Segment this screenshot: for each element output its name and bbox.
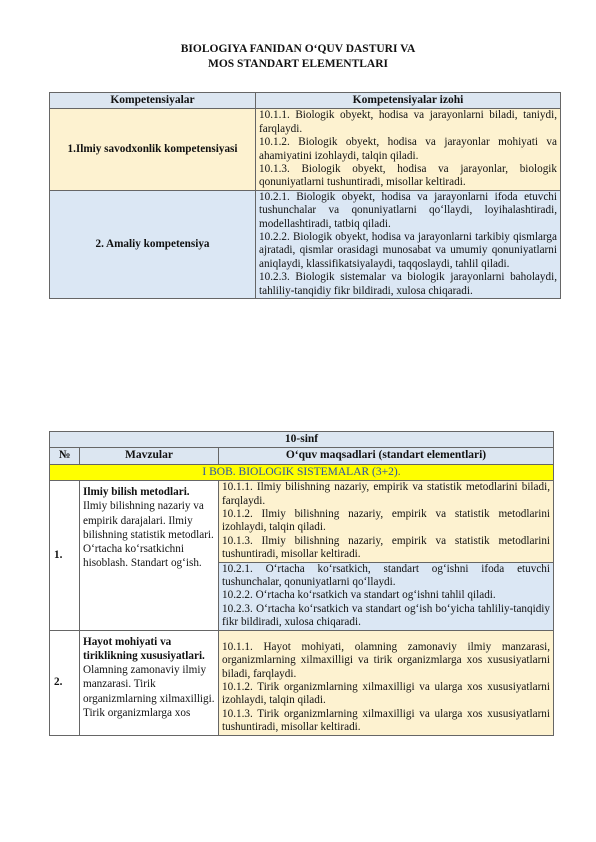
goal-item: 10.1.2. Ilmiy bilishning nazariy, empirik va statistik metodlarini izohlaydi, talqin qiladi. bbox=[222, 508, 551, 534]
col-header-competencies: Kompetensiyalar bbox=[50, 93, 256, 109]
competency-name: 1.Ilmiy savodxonlik kompetensiyasi bbox=[50, 109, 256, 190]
competencies-table bbox=[49, 92, 561, 299]
competency-item: 10.2.2. Biologik obyekt, hodisa va jarayonlarni tarkibiy qismlarga ajratadi, qismlar orasidagi munosabat va umumiy qonuniyatlarni aniqlaydi, klassifikatsiyalaydi, taqqoslaydi, tahlil qiladi. bbox=[259, 231, 557, 270]
table-row bbox=[50, 630, 554, 735]
title-line-1: BIOLOGIYA FANIDAN O‘QUV DASTURI VA bbox=[180, 43, 416, 55]
col-header-topics: Mavzular bbox=[80, 448, 219, 464]
grade-header-row bbox=[50, 432, 554, 448]
goal-item: 10.1.3. Tirik organizmlarning xilmaxilligi va ularga xos xususiyatlarni tushuntiradi, misollar keltiradi. bbox=[222, 707, 551, 734]
goal-item: 10.1.3. Ilmiy bilishning nazariy, empirik va statistik metodlarini tushuntiradi, misollar keltiradi. bbox=[222, 534, 551, 561]
title-line-2: MOS STANDART ELEMENTLARI bbox=[207, 57, 388, 70]
goal-item: 10.2.1. O‘rtacha ko‘rsatkich, standart og‘ishni ifoda etuvchi tushunchalar, qonuniyatlarni qo‘llaydi. bbox=[222, 562, 551, 589]
topic-text: Ilmiy bilishning nazariy va empirik darajalari. Ilmiy bilishning statistik metodlari. O‘rtacha ko‘rsatkichni hisoblash. Standart og‘ish. bbox=[83, 500, 214, 570]
table-header-row bbox=[50, 448, 554, 464]
row-number: 2. bbox=[50, 630, 80, 735]
table-row bbox=[50, 481, 554, 562]
grade-label: 10-sinf bbox=[50, 432, 554, 448]
goals-knowledge bbox=[219, 630, 554, 735]
goal-item: 10.1.1. Ilmiy bilishning nazariy, empirik va statistik metodlarini biladi, farqlaydi. bbox=[222, 481, 551, 507]
row-number: 1. bbox=[50, 481, 80, 630]
table-header-row bbox=[50, 93, 561, 109]
competency-item: 10.1.3. Biologik obyekt, hodisa va jarayonlar, biologik qonuniyatlarni tushuntiradi, misollar keltiradi. bbox=[259, 163, 557, 189]
competency-name: 2. Amaliy kompetensiya bbox=[50, 190, 256, 298]
goal-item: 10.2.3. O‘rtacha ko‘rsatkich va standart og‘ish bo‘yicha tahliliy-tanqidiy fikr bildiradi, xulosa chiqaradi. bbox=[222, 602, 551, 629]
curriculum-table bbox=[49, 431, 554, 736]
col-header-number: № bbox=[50, 448, 80, 464]
goal-item: 10.1.2. Tirik organizmlarning xilmaxilligi va ularga xos xususiyatlarni izohlaydi, talqin qiladi. bbox=[222, 680, 551, 707]
goals-knowledge bbox=[219, 481, 554, 562]
document-title bbox=[0, 42, 596, 71]
competency-item: 10.1.2. Biologik obyekt, hodisa va jarayonlar mohiyati va ahamiyatini izohlaydi, talqin qiladi. bbox=[259, 136, 557, 162]
topic-title: Ilmiy bilish metodlari. bbox=[83, 486, 190, 499]
topic-cell bbox=[80, 630, 219, 735]
goal-item: 10.2.2. O‘rtacha ko‘rsatkich va standart og‘ishni tahlil qiladi. bbox=[222, 589, 496, 602]
col-header-explanation: Kompetensiyalar izohi bbox=[256, 93, 561, 109]
table-row bbox=[50, 109, 561, 190]
topic-title: Hayot mohiyati va tiriklikning xususiyatlari. bbox=[83, 635, 205, 662]
competency-item: 10.2.1. Biologik obyekt, hodisa va jarayonlarni ifoda etuvchi tushunchalar va qonuniyatlarni qo‘llaydi, loyihalashtiradi, modellashtiradi, tatbiq qiladi. bbox=[259, 190, 557, 230]
goal-item: 10.1.1. Hayot mohiyati, olamning zamonaviy ilmiy manzarasi, organizmlarning xilmaxilligi va tirik organizmlarga xos xususiyatlarni biladi, farqlaydi. bbox=[222, 640, 551, 680]
competency-description bbox=[256, 109, 561, 190]
chapter-row bbox=[50, 464, 554, 480]
competency-description bbox=[256, 190, 561, 298]
table-row bbox=[50, 190, 561, 298]
goals-practical bbox=[219, 562, 554, 630]
topic-cell bbox=[80, 481, 219, 630]
col-header-goals: O‘quv maqsadlari (standart elementlari) bbox=[219, 448, 554, 464]
competency-item: 10.2.3. Biologik sistemalar va biologik jarayonlarni baholaydi, tahliliy-tanqidiy fikr bildiradi, xulosa chiqaradi. bbox=[259, 271, 557, 297]
competency-item: 10.1.1. Biologik obyekt, hodisa va jarayonlarni biladi, taniydi, farqlaydi. bbox=[259, 109, 557, 135]
chapter-title: I BOB. BIOLOGIK SISTEMALAR (3+2). bbox=[50, 464, 554, 480]
topic-text: Olamning zamonaviy ilmiy manzarasi. Tirik organizmlarning xilmaxilligi. Tirik organizmlarga xos bbox=[83, 664, 215, 719]
